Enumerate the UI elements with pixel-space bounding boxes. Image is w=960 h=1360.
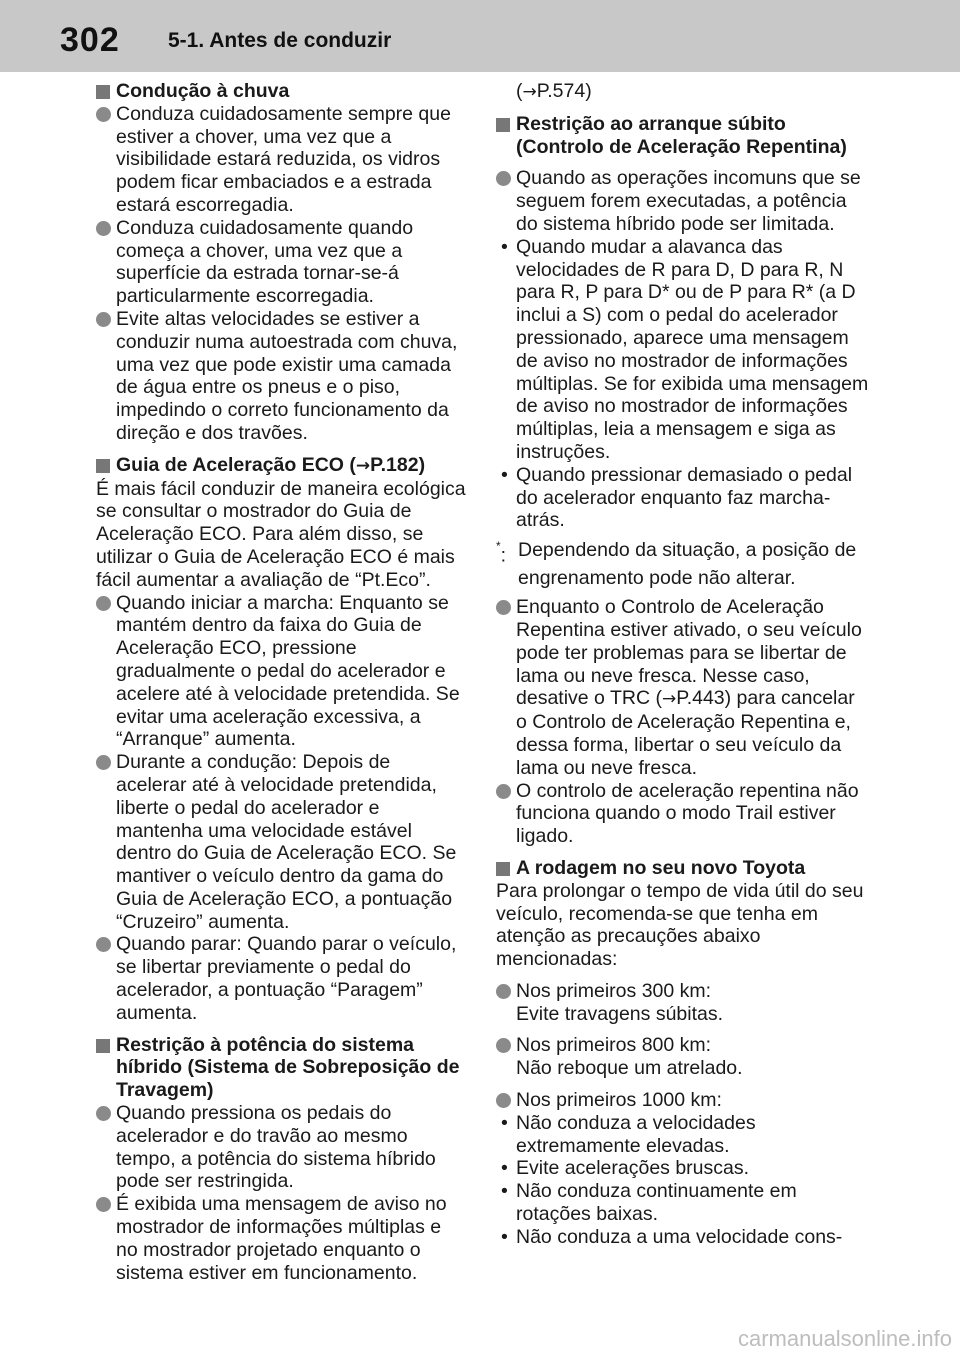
square-marker-icon: [96, 85, 110, 99]
bullet-800km: Nos primeiros 800 km: Não reboque um atrelado.: [496, 1034, 870, 1080]
break-in-intro: Para prolongar o tempo de vida útil do seu veículo, recomenda-se que tenha em atenção as precauções abaixo mencionadas:: [496, 879, 864, 971]
dash-item-reverse: • Quando pressionar demasiado o pedal do acelerador enquanto faz marcha-atrás.: [501, 463, 853, 532]
bullet-dot-icon: [496, 1093, 511, 1108]
bullet-dot-icon: [96, 937, 111, 952]
square-marker-icon: [96, 1039, 110, 1053]
bullet-eco-2: Durante a condução: Depois de acelerar até à velocidade pretendida, liberte o pedal do acelerador e mantenha uma velocidade estável dentro do Guia de Aceleração ECO. Se mantiver o veículo dentro da gama do Guia de Aceleração ECO, a pontuação “Cruzeiro” aumenta.: [96, 751, 466, 933]
page-ref-arrow-icon: →: [522, 82, 537, 102]
bullet-rain-2: Conduza cuidadosamente quando começa a chover, uma vez que a superfície da estrada tornar-se-á particularmente escorregadia.: [96, 217, 466, 308]
square-marker-icon: [496, 118, 510, 132]
bullet-dot-icon: [496, 984, 511, 999]
bullet-dot-icon: [96, 596, 111, 611]
bullet-dot-icon: [96, 1197, 111, 1212]
bullet-hybrid-2: É exibida uma mensagem de aviso no mostrador de informações múltiplas e no mostrador projetado enquanto o sistema estiver em funcionamento.: [96, 1193, 466, 1284]
bullet-sudden-3: O controlo de aceleração repentina não funciona quando o modo Trail estiver ligado.: [496, 780, 870, 848]
footnote: *: Dependendo da situação, a posição de engrenamento pode não alterar.: [496, 539, 857, 590]
heading-sudden-start: Restrição ao arranque súbito (Controlo de Aceleração Repentina): [496, 113, 870, 159]
bullet-eco-3: Quando parar: Quando parar o veículo, se libertar previamente o pedal do acelerador, a pontuação “Paragem” aumenta.: [96, 933, 466, 1024]
bullet-sudden-1: Quando as operações incomuns que se seguem forem executadas, a potência do sistema híbrido pode ser limitada.: [496, 167, 870, 235]
page-ref-arrow-icon: →: [355, 455, 371, 476]
bullet-dot-icon: [496, 171, 511, 186]
dash-item-shift: • Quando mudar a alavanca das velocidades de R para D, D para R, N para R, P para D* ou de P para R* (a D inclui a S) com o pedal do acelerador pressionado, aparece uma mensagem de aviso no mostrador de informações múltiplas. Se for exibida uma mensagem de aviso no mostrador de informações múltiplas, leia a mensagem e siga as instruções.: [501, 235, 869, 463]
heading-break-in: A rodagem no seu novo Toyota: [496, 857, 870, 880]
bullet-hybrid-1: Quando pressiona os pedais do acelerador e do travão ao mesmo tempo, a potência do sistema híbrido pode ser restringida.: [96, 1102, 466, 1193]
bullet-dot-icon: [96, 107, 111, 122]
bullet-300km: Nos primeiros 300 km: Evite travagens súbitas.: [496, 980, 870, 1026]
left-column: [96, 80, 466, 1284]
page-header: [0, 0, 960, 72]
square-marker-icon: [496, 862, 510, 876]
dash-item-speed: • Não conduza a velocidades extremamente elevadas.: [501, 1111, 756, 1157]
heading-rain: Condução à chuva: [96, 80, 466, 103]
heading-hybrid-restriction: Restrição à potência do sistema híbrido (Sistema de Sobreposição de Travagem): [96, 1034, 466, 1102]
square-marker-icon: [96, 459, 110, 473]
carryover-ref: (→P.574): [516, 80, 592, 102]
bullet-rain-1: Conduza cuidadosamente sempre que estiver a chover, uma vez que a visibilidade estará reduzida, os vidros podem ficar embaciados e a estrada estará escorregadia.: [96, 103, 466, 217]
watermark: carmanualsonline.info: [737, 1326, 952, 1351]
dash-item-acceleration: • Evite acelerações bruscas.: [501, 1157, 750, 1180]
bullet-dot-icon: [496, 600, 511, 615]
bullet-dot-icon: [96, 221, 111, 236]
bullet-dot-icon: [496, 1038, 511, 1053]
bullet-dot-icon: [96, 755, 111, 770]
heading-eco-guide: Guia de Aceleração ECO (→P.182): [96, 454, 466, 478]
right-column: [496, 80, 870, 1249]
eco-intro: É mais fácil conduzir de maneira ecológica se consultar o mostrador do Guia de Aceleração ECO. Para além disso, se utilizar o Guia de Aceleração ECO é mais fácil aumentar a avaliação de “Pt.Eco”.: [96, 477, 466, 591]
bullet-dot-icon: [96, 1106, 111, 1121]
dash-item-low-rpm: • Não conduza continuamente em rotações baixas.: [501, 1180, 797, 1226]
dash-item-constant-speed: • Não conduza a uma velocidade cons-: [501, 1225, 843, 1248]
bullet-dot-icon: [496, 784, 511, 799]
bullet-eco-1: Quando iniciar a marcha: Enquanto se mantém dentro da faixa do Guia de Aceleração ECO, pressione gradualmente o pedal do acelerador e acelere até à velocidade pretendida. Se evitar uma aceleração excessiva, a “Arranque” aumenta.: [96, 592, 466, 752]
bullet-dot-icon: [96, 312, 111, 327]
bullet-rain-3: Evite altas velocidades se estiver a conduzir numa autoestrada com chuva, uma vez que pode existir uma camada de água entre os pneus e o piso, impedindo o correto funcionamento da direção e dos travões.: [96, 308, 466, 445]
section-title: 5-1. Antes de conduzir: [168, 29, 392, 52]
bullet-sudden-2: Enquanto o Controlo de Aceleração Repentina estiver ativado, o seu veículo pode ter problemas para se libertar de lama ou neve fresca. Nesse caso, desative o TRC (→P.443) para cancelar o Controlo de Aceleração Repentina e, dessa forma, libertar o seu veículo da lama ou neve fresca.: [496, 596, 870, 779]
page-number: 302: [60, 21, 120, 59]
page-ref-arrow-icon: →: [661, 689, 677, 710]
bullet-1000km: Nos primeiros 1000 km:: [496, 1089, 870, 1112]
